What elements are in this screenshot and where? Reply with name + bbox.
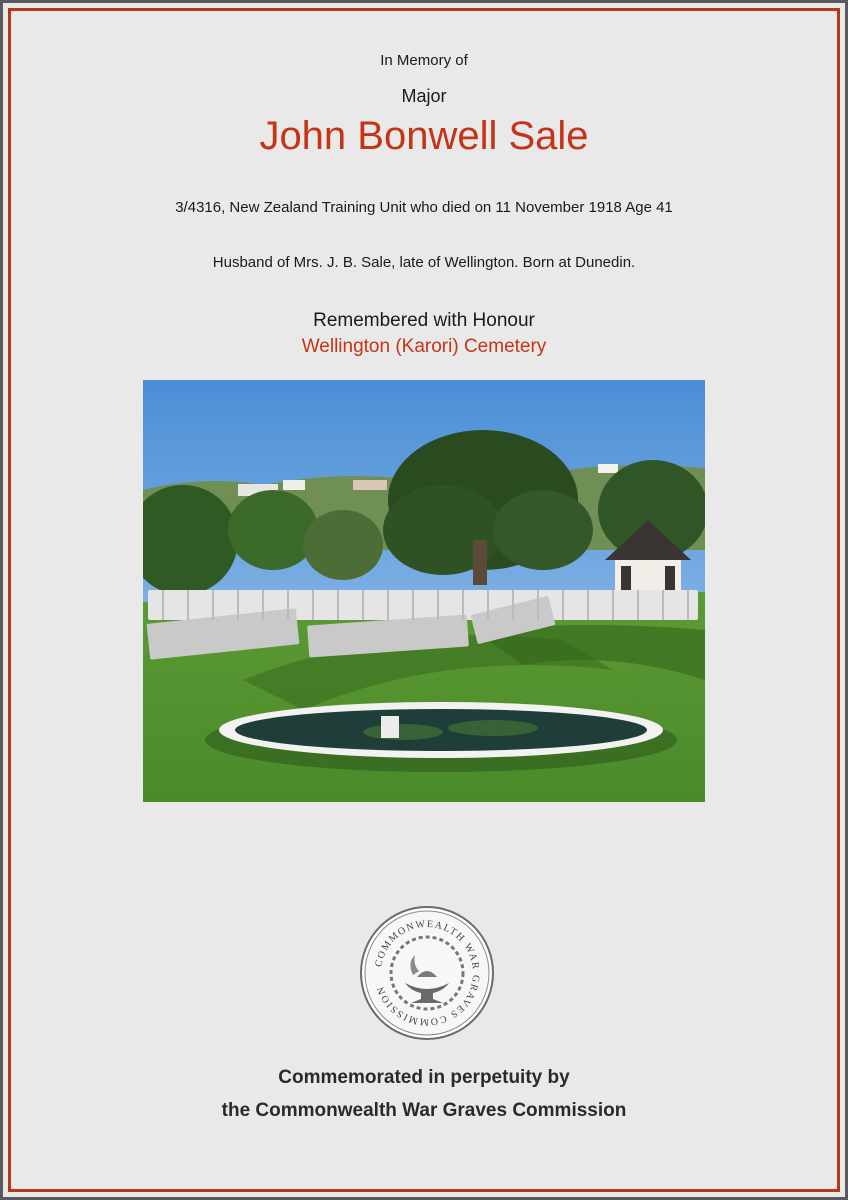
cemetery-name: Wellington (Karori) Cemetery <box>301 336 547 357</box>
rank-text: Major <box>401 86 447 106</box>
service-details: 3/4316, New Zealand Training Unit who died on 11 November 1918 Age 41 <box>175 199 673 216</box>
cwgc-seal-logo <box>359 905 495 1041</box>
soldier-name: John Bonwell Sale <box>259 114 589 158</box>
family-details: Husband of Mrs. J. B. Sale, late of Wellington. Born at Dunedin. <box>212 254 636 271</box>
seal-lettering: COMMONWEALTH WAR GRAVES COMMISSION <box>373 918 482 1028</box>
remembered-text: Remembered with Honour <box>313 310 535 331</box>
intro-text: In Memory of <box>380 52 468 69</box>
footer-line-2: the Commonwealth War Graves Commission <box>221 1100 627 1121</box>
cemetery-photo <box>143 380 705 802</box>
footer-line-1: Commemorated in perpetuity by <box>278 1067 570 1088</box>
